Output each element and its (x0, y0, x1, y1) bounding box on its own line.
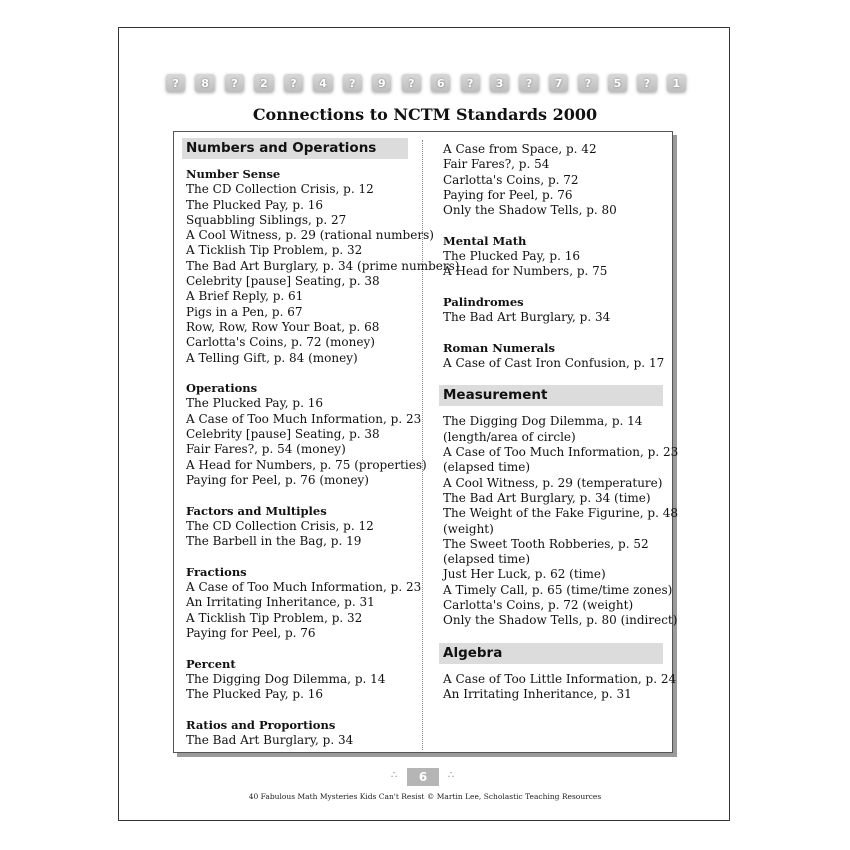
section-header-measurement: Measurement (439, 385, 663, 406)
list-item: The Bad Art Burglary, p. 34 (186, 732, 354, 747)
list-item: A Cool Witness, p. 29 (rational numbers) (186, 228, 434, 243)
right-column (443, 142, 679, 702)
measurement-list (443, 414, 679, 628)
number-tile: ? (578, 74, 597, 92)
number-tile: ? (461, 74, 480, 92)
number-tile: ? (225, 74, 244, 92)
list-item: A Ticklish Tip Problem, p. 32 (186, 610, 363, 625)
list-item: The Digging Dog Dilemma, p. 14 (186, 671, 386, 686)
group-spacer (443, 218, 673, 233)
list-item: A Case of Too Much Information, p. 23 (186, 411, 422, 426)
list-item: Paying for Peel, p. 76 (money) (186, 472, 369, 487)
page-title: Connections to NCTM Standards 2000 (252, 105, 598, 124)
group-title: Mental Math (443, 233, 527, 248)
list-item: The Barbell in the Bag, p. 19 (186, 534, 362, 549)
number-tile: 8 (195, 74, 214, 92)
list-item: A Timely Call, p. 65 (time/time zones) (443, 582, 673, 597)
group-spacer (186, 366, 416, 381)
list-item: The Bad Art Burglary, p. 34 (time) (443, 490, 651, 505)
number-tile: 1 (667, 74, 686, 92)
list-item: A Case from Space, p. 42 (443, 142, 597, 156)
left-groups (186, 167, 460, 748)
list-item: Carlotta's Coins, p. 72 (money) (186, 335, 375, 350)
list-item: The Plucked Pay, p. 16 (186, 197, 323, 212)
number-tile: ? (284, 74, 303, 92)
right-groups (443, 218, 673, 371)
list-item: The Weight of the Fake Figurine, p. 48 (443, 506, 678, 521)
section-header-numbers-operations: Numbers and Operations (182, 138, 408, 159)
list-item: (length/area of circle) (443, 429, 576, 444)
group-spacer (186, 488, 416, 503)
list-item: A Case of Too Little Information, p. 24 (443, 671, 677, 686)
list-item: The CD Collection Crisis, p. 12 (186, 518, 374, 533)
group-title: Roman Numerals (443, 340, 555, 355)
group-title: Percent (186, 656, 236, 671)
number-tile: 6 (431, 74, 450, 92)
group-spacer (443, 326, 673, 341)
group-spacer (186, 641, 416, 656)
group-title: Fractions (186, 564, 247, 579)
list-item: Just Her Luck, p. 62 (time) (443, 567, 606, 582)
list-item: Only the Shadow Tells, p. 80 (indirect) (443, 613, 678, 628)
number-tile: 5 (608, 74, 627, 92)
number-tile: 7 (549, 74, 568, 92)
left-column (186, 138, 460, 748)
number-tile: 4 (313, 74, 332, 92)
list-item: A Cool Witness, p. 29 (temperature) (443, 475, 663, 490)
group-title: Ratios and Proportions (186, 717, 336, 732)
list-item: A Case of Too Much Information, p. 23 (186, 580, 422, 595)
list-item: Carlotta's Coins, p. 72 (weight) (443, 598, 634, 613)
list-item: The Plucked Pay, p. 16 (186, 396, 323, 411)
list-item: Pigs in a Pen, p. 67 (186, 304, 303, 319)
group-spacer (443, 280, 673, 295)
number-tile: ? (402, 74, 421, 92)
list-item: Fair Fares?, p. 54 (443, 157, 550, 172)
list-item: A Case of Cast Iron Confusion, p. 17 (443, 356, 665, 371)
list-item: Paying for Peel, p. 76 (186, 625, 316, 640)
footer-dots-left: ∴ (391, 770, 399, 781)
list-item: Only the Shadow Tells, p. 80 (443, 203, 617, 218)
page-number: 6 (407, 768, 439, 786)
group-title: Factors and Multiples (186, 503, 327, 518)
list-item: The Bad Art Burglary, p. 34 (443, 310, 611, 325)
number-tile: ? (343, 74, 362, 92)
list-item: The CD Collection Crisis, p. 12 (186, 182, 374, 197)
list-item: A Telling Gift, p. 84 (money) (186, 350, 358, 365)
footer-dots-right: ∴ (448, 770, 456, 781)
number-tiles-strip (166, 74, 686, 94)
list-item: A Ticklish Tip Problem, p. 32 (186, 243, 363, 258)
list-item: A Head for Numbers, p. 75 (443, 264, 608, 279)
list-item: The Digging Dog Dilemma, p. 14 (443, 414, 643, 429)
number-tile: ? (519, 74, 538, 92)
list-item: The Plucked Pay, p. 16 (443, 249, 580, 264)
list-item: An Irritating Inheritance, p. 31 (186, 595, 375, 610)
group-spacer (186, 702, 416, 717)
number-tile: ? (637, 74, 656, 92)
list-item: A Brief Reply, p. 61 (186, 289, 304, 304)
list-item: An Irritating Inheritance, p. 31 (443, 686, 632, 701)
section-header-algebra: Algebra (439, 643, 663, 664)
list-item: Celebrity [pause] Seating, p. 38 (186, 274, 380, 289)
group-title: Operations (186, 381, 258, 396)
list-item: Carlotta's Coins, p. 72 (443, 172, 579, 187)
list-item: A Case of Too Much Information, p. 23 (443, 445, 679, 460)
list-item: Paying for Peel, p. 76 (443, 187, 573, 202)
list-item: The Plucked Pay, p. 16 (186, 687, 323, 702)
list-item: The Bad Art Burglary, p. 34 (prime numbers) (186, 258, 460, 273)
algebra-list (443, 671, 677, 703)
list-item: (elapsed time) (443, 552, 531, 567)
number-tile: 9 (372, 74, 391, 92)
footer-credit: 40 Fabulous Math Mysteries Kids Can't Resist © Martin Lee, Scholastic Teaching Resources (248, 792, 602, 801)
list-item: (elapsed time) (443, 460, 531, 475)
number-tile: 3 (490, 74, 509, 92)
list-item: (weight) (443, 521, 494, 536)
list-item: Squabbling Siblings, p. 27 (186, 212, 347, 227)
number-tile: ? (166, 74, 185, 92)
list-item: Fair Fares?, p. 54 (money) (186, 442, 346, 457)
list-item: A Head for Numbers, p. 75 (properties) (186, 457, 427, 472)
list-item: Row, Row, Row Your Boat, p. 68 (186, 319, 380, 334)
continued-list (443, 142, 673, 218)
list-item: Celebrity [pause] Seating, p. 38 (186, 427, 380, 442)
list-item: The Sweet Tooth Robberies, p. 52 (443, 536, 649, 551)
group-title: Number Sense (186, 167, 281, 181)
group-spacer (186, 549, 416, 564)
number-tile: 2 (254, 74, 273, 92)
group-title: Palindromes (443, 294, 524, 309)
